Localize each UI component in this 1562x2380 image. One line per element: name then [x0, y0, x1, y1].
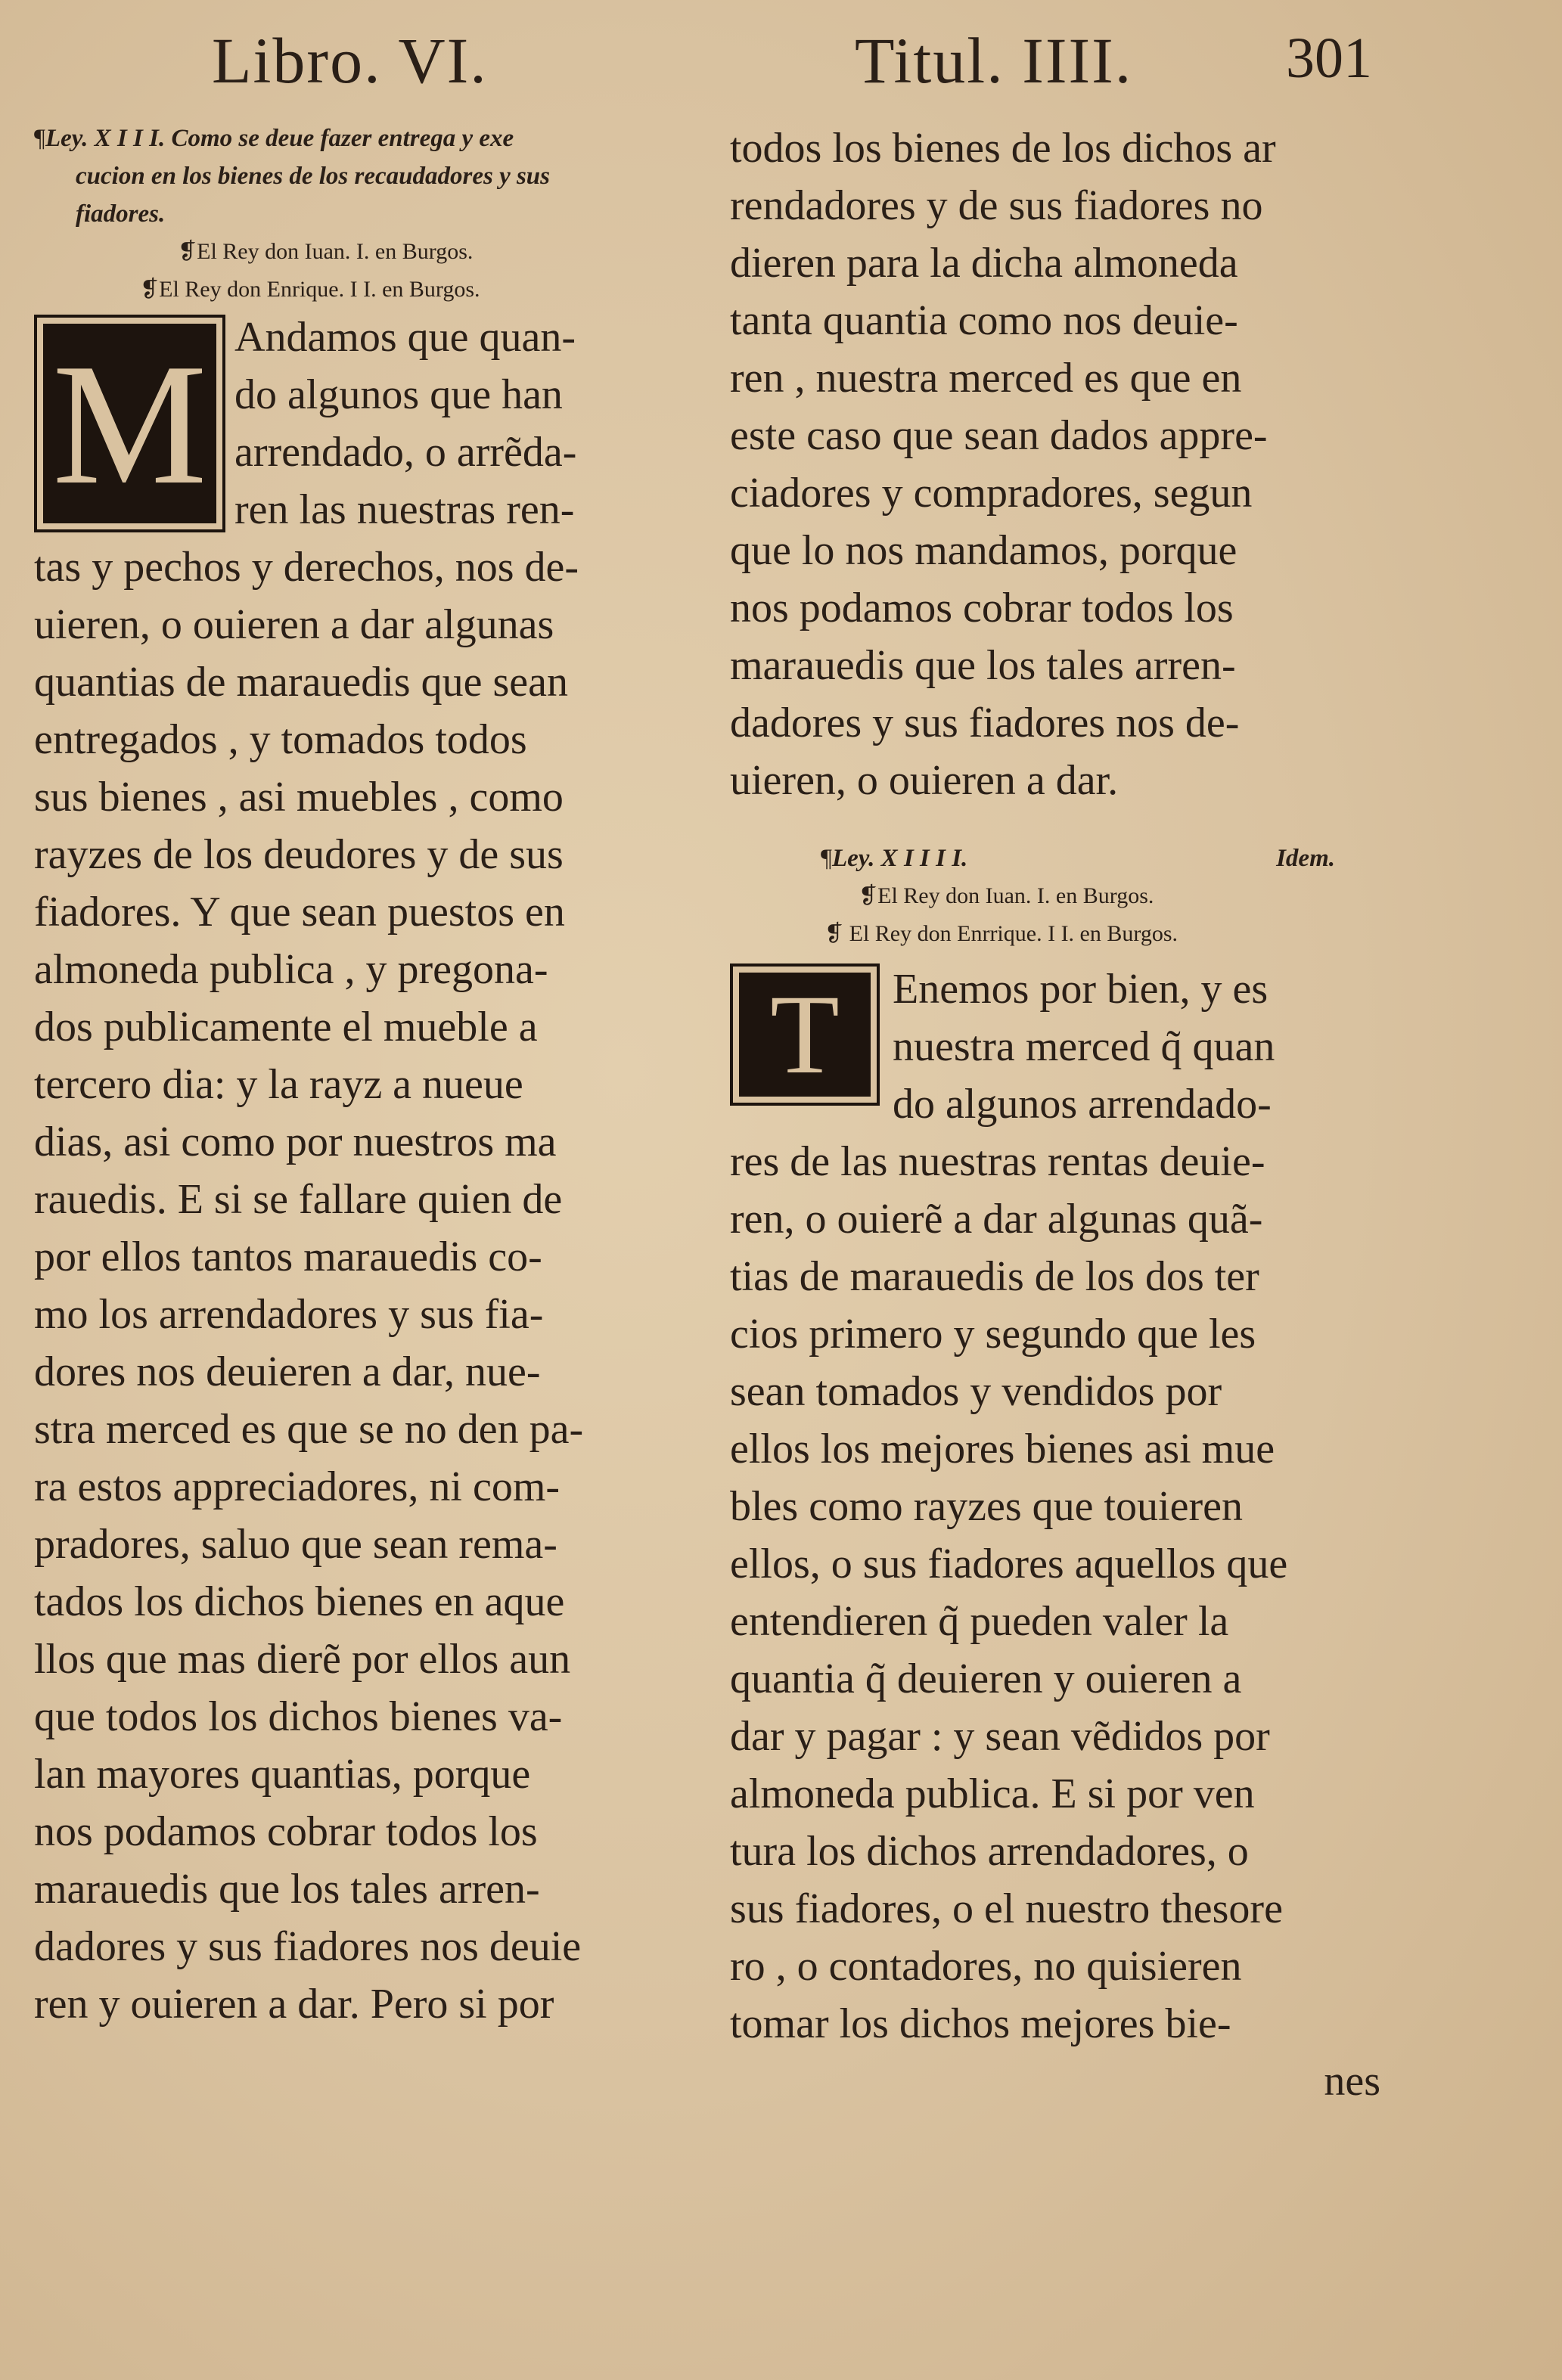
text-line: sus fiadores, o el nuestro thesore	[730, 1885, 1283, 1932]
text-line: almoneda publica. E si por ven	[730, 1770, 1255, 1817]
text-line: nos podamos cobrar todos los	[730, 585, 1234, 631]
pilcrow-mark: ¶	[34, 125, 45, 152]
text-line: por ellos tantos marauedis co-	[34, 1233, 542, 1280]
text-line: dieren para la dicha almoneda	[730, 240, 1238, 287]
text-line: pradores, saluo que sean rema-	[34, 1521, 557, 1568]
text-line: tas y pechos y derechos, nos de-	[34, 544, 579, 591]
catchword: nes	[1324, 2058, 1380, 2105]
law-idem: Idem.	[1276, 845, 1335, 872]
text-line: arrendado, o arrẽda-	[234, 429, 577, 476]
law-xiii-title	[34, 119, 685, 233]
law-xiiii-title	[730, 839, 1380, 877]
text-line: que lo nos mandamos, porque	[730, 527, 1237, 574]
text-line: dar y pagar : y sean vẽdidos por	[730, 1713, 1270, 1760]
text-line: marauedis que los tales arren-	[34, 1866, 540, 1913]
text-line: entendieren q̃ pueden valer la	[730, 1598, 1229, 1645]
text-line: ren, o ouierẽ a dar algunas quã-	[730, 1196, 1263, 1243]
text-line: ellos, o sus fiadores aquellos que	[730, 1541, 1288, 1587]
text-line: nuestra merced q̃ quan	[893, 1023, 1275, 1070]
text-line: tercero dia: y la rayz a nueue	[34, 1061, 523, 1108]
text-line: ellos los mejores bienes asi mue	[730, 1426, 1275, 1472]
text-line: tomar los dichos mejores bie-	[730, 2000, 1231, 2047]
text-line: dadores y sus fiadores nos de-	[730, 700, 1240, 746]
law-title-line-2: cucion en los bienes de los recaudadores y sus	[76, 163, 550, 190]
left-column	[34, 119, 685, 2033]
text-line: do algunos arrendado-	[893, 1081, 1272, 1128]
source-line: ❡El Rey don Enrique. I I. en Burgos.	[140, 277, 480, 302]
text-line: mo los arrendadores y sus fia-	[34, 1291, 544, 1338]
text-line: res de las nuestras rentas deuie-	[730, 1138, 1265, 1185]
text-line: do algunos que han	[234, 371, 563, 418]
text-line: uieren, o ouieren a dar algunas	[34, 601, 554, 648]
running-header	[0, 23, 1562, 98]
page-number: 301	[1286, 26, 1372, 90]
body-text	[730, 960, 1380, 2110]
text-line: quantia q̃ deuieren y ouieren a	[730, 1655, 1242, 1702]
text-line: ren las nuestras ren-	[234, 486, 575, 533]
text-line: almoneda publica , y pregona-	[34, 946, 548, 993]
text-line: dos publicamente el mueble a	[34, 1004, 538, 1050]
text-line: Enemos por bien, y es	[893, 966, 1269, 1013]
text-line: nos podamos cobrar todos los	[34, 1808, 538, 1855]
text-line: ren , nuestra merced es que en	[730, 355, 1242, 402]
text-line: sus bienes , asi muebles , como	[34, 774, 564, 821]
text-line: stra merced es que se no den pa-	[34, 1406, 584, 1453]
text-line: lan mayores quantias, porque	[34, 1751, 531, 1798]
text-line: uieren, o ouieren a dar.	[730, 757, 1119, 804]
source-line: ❡ El Rey don Enrrique. I I. en Burgos.	[824, 921, 1178, 946]
text-line: tados los dichos bienes en aque	[34, 1578, 565, 1625]
text-line: tanta quantia como nos deuie-	[730, 297, 1238, 344]
text-line: este caso que sean dados appre-	[730, 412, 1268, 459]
text-line: dadores y sus fiadores nos deuie	[34, 1923, 582, 1970]
text-line: rendadores y de sus fiadores no	[730, 182, 1263, 229]
decorated-initial: T	[730, 963, 880, 1106]
source-line: ❡El Rey don Iuan. I. en Burgos.	[178, 239, 474, 264]
text-line: entregados , y tomados todos	[34, 716, 527, 763]
text-line: bles como rayzes que touieren	[730, 1483, 1243, 1530]
text-line: ro , o contadores, no quisieren	[730, 1943, 1242, 1990]
text-line: rayzes de los deudores y de sus	[34, 831, 564, 878]
law-title-line-1: Ley. X I I I. Como se deue fazer entrega y exe	[45, 125, 514, 152]
pilcrow-mark: ¶	[821, 845, 832, 872]
law-title-line-3: fiadores.	[76, 200, 166, 228]
text-line: todos los bienes de los dichos ar	[730, 125, 1276, 172]
decorated-initial: M	[34, 315, 225, 532]
source-line: ❡El Rey don Iuan. I. en Burgos.	[859, 883, 1154, 908]
text-line: rauedis. E si se fallare quien de	[34, 1176, 563, 1223]
text-line: quantias de marauedis que sean	[34, 659, 568, 706]
text-line: ciadores y compradores, segun	[730, 470, 1253, 517]
text-line: Andamos que quan-	[234, 314, 576, 361]
text-line: sean tomados y vendidos por	[730, 1368, 1222, 1415]
body-text	[34, 309, 685, 2033]
text-line: llos que mas dierẽ por ellos aun	[34, 1636, 571, 1683]
text-line: fiadores. Y que sean puestos en	[34, 889, 565, 936]
text-line: que todos los dichos bienes va-	[34, 1693, 563, 1740]
text-line: tura los dichos arrendadores, o	[730, 1828, 1249, 1875]
header-book: Libro. VI.	[212, 24, 488, 97]
text-line: dias, asi como por nuestros ma	[34, 1119, 557, 1165]
text-line: cios primero y segundo que les	[730, 1311, 1256, 1358]
text-line: ren y ouieren a dar. Pero si por	[34, 1981, 554, 2028]
text-line: marauedis que los tales arren-	[730, 642, 1236, 689]
right-column	[730, 119, 1380, 2110]
body-text-continued	[730, 119, 1380, 809]
text-line: dores nos deuieren a dar, nue-	[34, 1348, 541, 1395]
text-line: ra estos appreciadores, ni com-	[34, 1463, 561, 1510]
text-line: tias de marauedis de los dos ter	[730, 1253, 1259, 1300]
header-title: Titul. IIII.	[855, 24, 1133, 97]
law-label: Ley. X I I I I.	[831, 845, 968, 872]
